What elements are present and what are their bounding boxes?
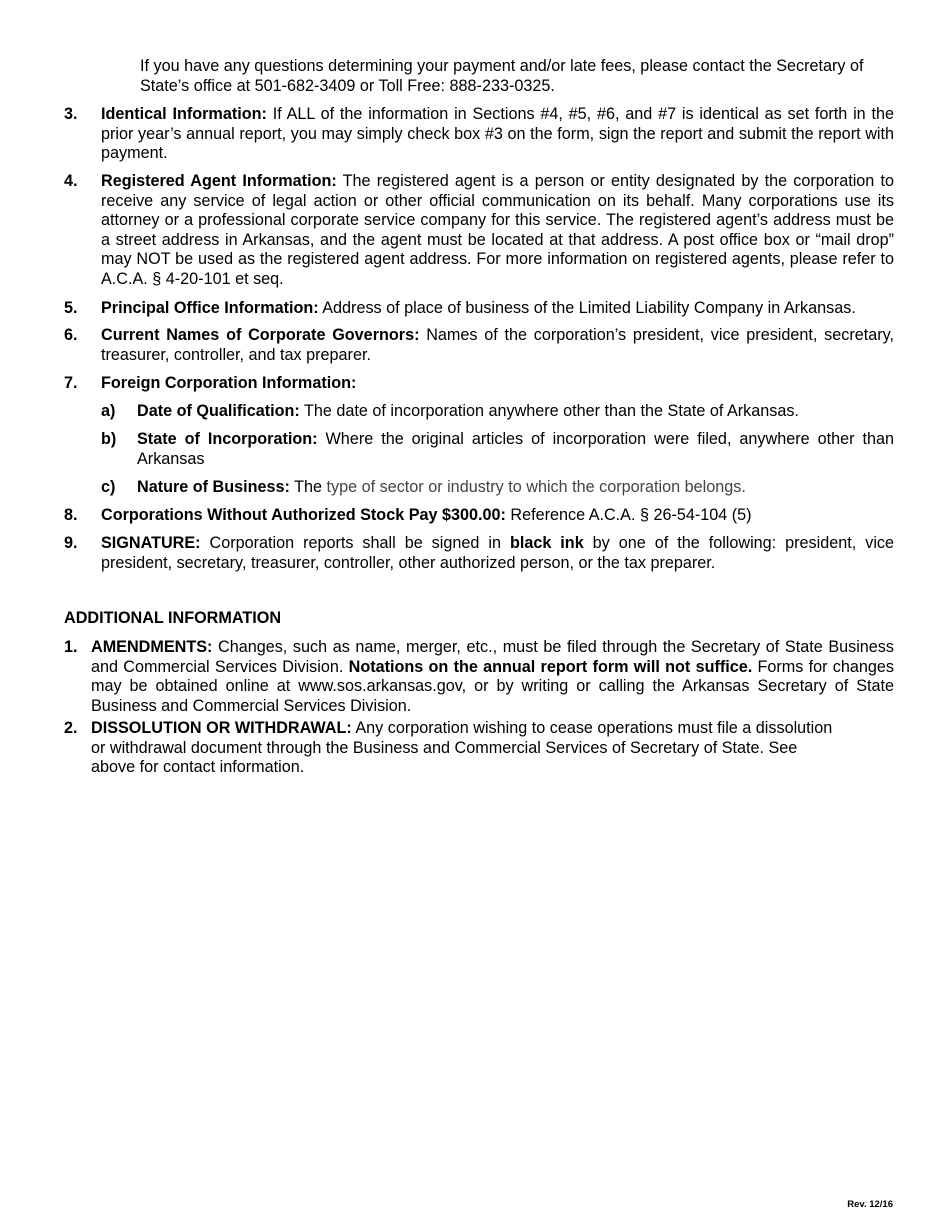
item-number: 2. [64, 719, 78, 737]
item-title: AMENDMENTS: [91, 638, 213, 656]
item-number: 5. [64, 299, 78, 317]
sub-item-c [101, 478, 894, 498]
sub-item-letter: a) [101, 402, 116, 420]
item-text: Address of place of business of the Limited Liability Company in Arkansas. [318, 299, 856, 317]
item-number: 9. [64, 534, 78, 552]
sub-item-title: Date of Qualification: [137, 402, 300, 420]
item-text-line: Any corporation wishing to cease operations must file a dissolution [351, 719, 833, 737]
sub-item-text: The [289, 478, 323, 496]
item-text: Forms for changes may be obtained online at www.sos.arkansas.gov, or by writing or calling the Arkansas Secretary of State Business and Commercial Services Division. [91, 657, 894, 715]
instruction-item-7 [64, 374, 894, 394]
sub-item-title: State of Incorporation: [137, 430, 318, 448]
item-number: 6. [64, 326, 78, 344]
item-number: 1. [64, 638, 78, 656]
item-number: 3. [64, 105, 78, 123]
item-text: Reference A.C.A. § 26-54-104 (5) [505, 506, 752, 524]
item-text: Corporation reports shall be signed in [200, 534, 510, 552]
additional-item-2 [64, 719, 894, 778]
sub-item-title: Nature of Business: [137, 478, 290, 496]
item-title: Registered Agent Information: [101, 172, 337, 190]
item-title: Identical Information: [101, 105, 267, 123]
revision-label: Rev. 12/16 [847, 1199, 893, 1210]
instruction-item-6 [64, 326, 894, 365]
item-title: Current Names of Corporate Governors: [101, 326, 420, 344]
instruction-item-4 [64, 172, 894, 290]
item-text: Changes, such as name, merger, etc., must be filed through the Secretary of State Business and Commercial Services Division. [91, 638, 894, 676]
sub-item-letter: c) [101, 478, 116, 496]
item-title: DISSOLUTION OR WITHDRAWAL: [91, 719, 352, 737]
sub-item-b [101, 430, 894, 469]
item-text-line: or withdrawal document through the Business and Commercial Services of Secretary of State. See [91, 738, 798, 757]
item-text: Names of the corporation’s president, vice president, secretary, treasurer, controller, and tax preparer. [101, 326, 895, 364]
item-text-line: above for contact information. [91, 758, 305, 777]
instruction-item-3 [64, 105, 894, 164]
additional-information-heading: ADDITIONAL INFORMATION [64, 609, 282, 627]
instruction-item-9 [64, 534, 894, 573]
instruction-item-8 [64, 506, 894, 526]
item-text: The registered agent is a person or entity designated by the corporation to receive any service of legal action or other official communication on its behalf. Many corporations use its attorney or a professional corporate service company for this service. The registered agent’s address must be a street address in Arkansas, and the agent must be located at that address. A post office box or “mail drop” may NOT be used as the registered agent address. For more information on registered agents, please refer to A.C.A. § 4-20-101 et seq. [101, 172, 894, 288]
sub-item-text: Where the original articles of incorporation were filed, anywhere other than Arkansas [137, 430, 894, 468]
instruction-item-5 [64, 299, 894, 319]
sub-item-text: The date of incorporation anywhere other than the State of Arkansas. [299, 402, 799, 420]
item-emphasis: black ink [509, 534, 584, 552]
sub-item-letter: b) [101, 430, 117, 448]
item-text: If ALL of the information in Sections #4, #5, #6, and #7 is identical as set forth in the prior year’s annual report, you may simply check box #3 on the form, sign the report and submit the report with payment. [101, 105, 894, 163]
item-text: by one of the following: president, vice president, secretary, treasurer, controller, other authorized person, or the tax preparer. [101, 534, 895, 572]
item-title: Corporations Without Authorized Stock Pay $300.00: [101, 506, 506, 524]
item-emphasis: Notations on the annual report form will not suffice. [348, 657, 753, 676]
sub-item-text-gray: type of sector or industry to which the corporation belongs. [322, 478, 746, 496]
item-number: 7. [64, 374, 78, 392]
item-number: 4. [64, 172, 78, 190]
item-title: Foreign Corporation Information: [101, 374, 357, 392]
additional-item-1 [64, 638, 894, 716]
item-title: Principal Office Information: [101, 299, 319, 317]
item-title: SIGNATURE: [101, 534, 201, 552]
payment-contact-paragraph: If you have any questions determining your payment and/or late fees, please contact the Secretary of State’s office at 501-682-3409 or Toll Free: 888-233-0325. [140, 57, 864, 95]
item-number: 8. [64, 506, 78, 524]
sub-item-a [101, 402, 894, 422]
